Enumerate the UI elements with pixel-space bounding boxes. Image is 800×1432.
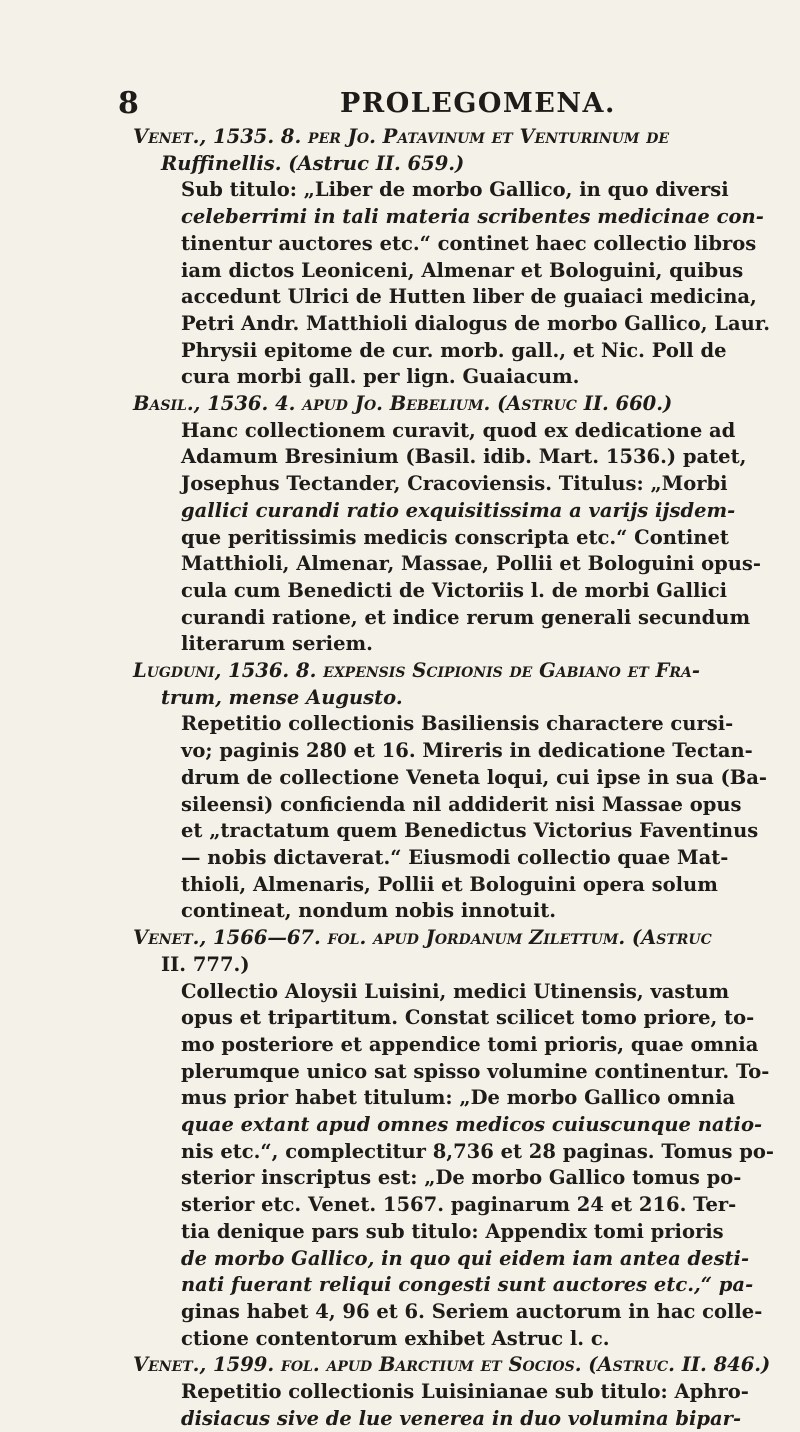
entry-venet-1599	[133, 1352, 771, 1432]
entry-heading-continuation: trum, mense Augusto.	[161, 685, 403, 709]
entry-heading-continuation: Ruffinellis. (Astruc II. 659.)	[161, 151, 465, 175]
page-number: 8	[118, 86, 139, 121]
entry-heading: Venet., 1535. 8. per Jo. Patavinum et Venturinum de	[133, 125, 670, 148]
bibliography-text	[133, 124, 774, 1432]
text-line: Petri Andr. Matthioli dialogus de morbo Gallico, Laur.	[181, 311, 771, 335]
text-line: opus et tripartitum. Constat scilicet tomo priore, to-	[181, 1006, 755, 1030]
text-line: literarum seriem.	[181, 632, 373, 656]
text-line: thioli, Almenaris, Pollii et Bologuini opera solum	[181, 872, 718, 896]
text-line: nis etc.“, complectitur 8,736 et 28 paginas. Tomus po-	[181, 1139, 774, 1163]
text-line: sileensi) conficienda nil addiderit nisi Massae opus	[181, 792, 742, 816]
text-line: Matthioli, Almenar, Massae, Pollii et Bologuini opus-	[181, 552, 761, 576]
entry-heading: Venet., 1599. fol. apud Barctium et Socios. (Astruc. II. 846.)	[133, 1353, 771, 1377]
text-line: que peritissimis medicis conscripta etc.“ Continet	[181, 525, 729, 549]
entry-heading-continuation: II. 777.)	[161, 952, 250, 976]
text-line: celeberrimi in tali materia scribentes medicinae con-	[181, 205, 764, 229]
entry-lugduni-1536	[133, 658, 767, 925]
text-line: nati fuerant reliqui congesti sunt auctores etc.,“ pa-	[181, 1273, 754, 1297]
text-line: ctione contentorum exhibet Astruc l. c.	[181, 1326, 610, 1350]
entry-basil-1536	[133, 391, 761, 658]
text-line: Josephus Tectander, Cracoviensis. Titulus: „Morbi	[181, 472, 728, 496]
entry-heading: Basil., 1536. 4. apud Jo. Bebelium. (Astruc II. 660.)	[133, 392, 673, 416]
text-line: disiacus sive de lue venerea in duo volumina bipar-	[181, 1406, 742, 1430]
text-line: contineat, nondum nobis innotuit.	[181, 899, 557, 923]
text-line: gallici curandi ratio exquisitissima a varijs ijsdem-	[181, 498, 736, 522]
text-line: vo; paginis 280 et 16. Mireris in dedicatione Tectan-	[181, 739, 753, 763]
text-line: de morbo Gallico, in quo qui eidem iam antea desti-	[181, 1246, 750, 1270]
text-line: tia denique pars sub titulo: Appendix tomi prioris	[181, 1219, 724, 1243]
text-line: Repetitio collectionis Basiliensis charactere cursi-	[181, 712, 734, 736]
entry-venet-1535	[133, 124, 771, 391]
text-line: sterior etc. Venet. 1567. paginarum 24 et 216. Ter-	[181, 1193, 737, 1217]
text-line: — nobis dictaverat.“ Eiusmodi collectio quae Mat-	[181, 845, 729, 869]
text-line: Repetitio collectionis Luisinianae sub titulo: Aphro-	[181, 1380, 749, 1404]
text-line: cura morbi gall. per lign. Guaiacum.	[181, 365, 580, 389]
text-line: sterior inscriptus est: „De morbo Gallico tomus po-	[181, 1166, 742, 1190]
page-header	[118, 84, 738, 124]
text-line: ginas habet 4, 96 et 6. Seriem auctorum in hac colle-	[181, 1299, 763, 1323]
text-line: plerumque unico sat spisso volumine continentur. To-	[181, 1059, 770, 1083]
text-line: mo posteriore et appendice tomi prioris, quae omnia	[181, 1032, 759, 1056]
text-line: Collectio Aloysii Luisini, medici Utinensis, vastum	[181, 979, 730, 1003]
text-line: accedunt Ulrici de Hutten liber de guaiaci medicina,	[181, 285, 757, 309]
text-line: iam dictos Leoniceni, Almenar et Bologuini, quibus	[181, 258, 744, 282]
entry-venet-1566	[133, 925, 774, 1352]
running-title: PROLEGOMENA.	[340, 88, 616, 119]
entry-heading: Lugduni, 1536. 8. expensis Scipionis de Gabiano et Fra-	[133, 659, 700, 683]
text-line: et „tractatum quem Benedictus Victorius Faventinus	[181, 819, 759, 843]
text-line: tinentur auctores etc.“ continet haec collectio libros	[181, 231, 757, 255]
text-line: Adamum Bresinium (Basil. idib. Mart. 1536.) patet,	[181, 445, 747, 469]
text-line: quae extant apud omnes medicos cuiuscunque natio-	[181, 1113, 763, 1137]
text-line: mus prior habet titulum: „De morbo Gallico omnia	[181, 1086, 736, 1110]
text-line: Phrysii epitome de cur. morb. gall., et Nic. Poll de	[181, 338, 727, 362]
text-line: Sub titulo: „Liber de morbo Gallico, in quo diversi	[181, 178, 729, 202]
text-line: Hanc collectionem curavit, quod ex dedicatione ad	[181, 418, 736, 442]
text-line: drum de collectione Veneta loqui, cui ipse in sua (Ba-	[181, 765, 767, 789]
text-line: curandi ratione, et indice rerum generali secundum	[181, 605, 751, 629]
entry-heading: Venet., 1566—67. fol. apud Jordanum Zilettum. (Astruc	[133, 926, 712, 950]
text-line: cula cum Benedicti de Victoriis l. de morbi Gallici	[181, 578, 728, 602]
